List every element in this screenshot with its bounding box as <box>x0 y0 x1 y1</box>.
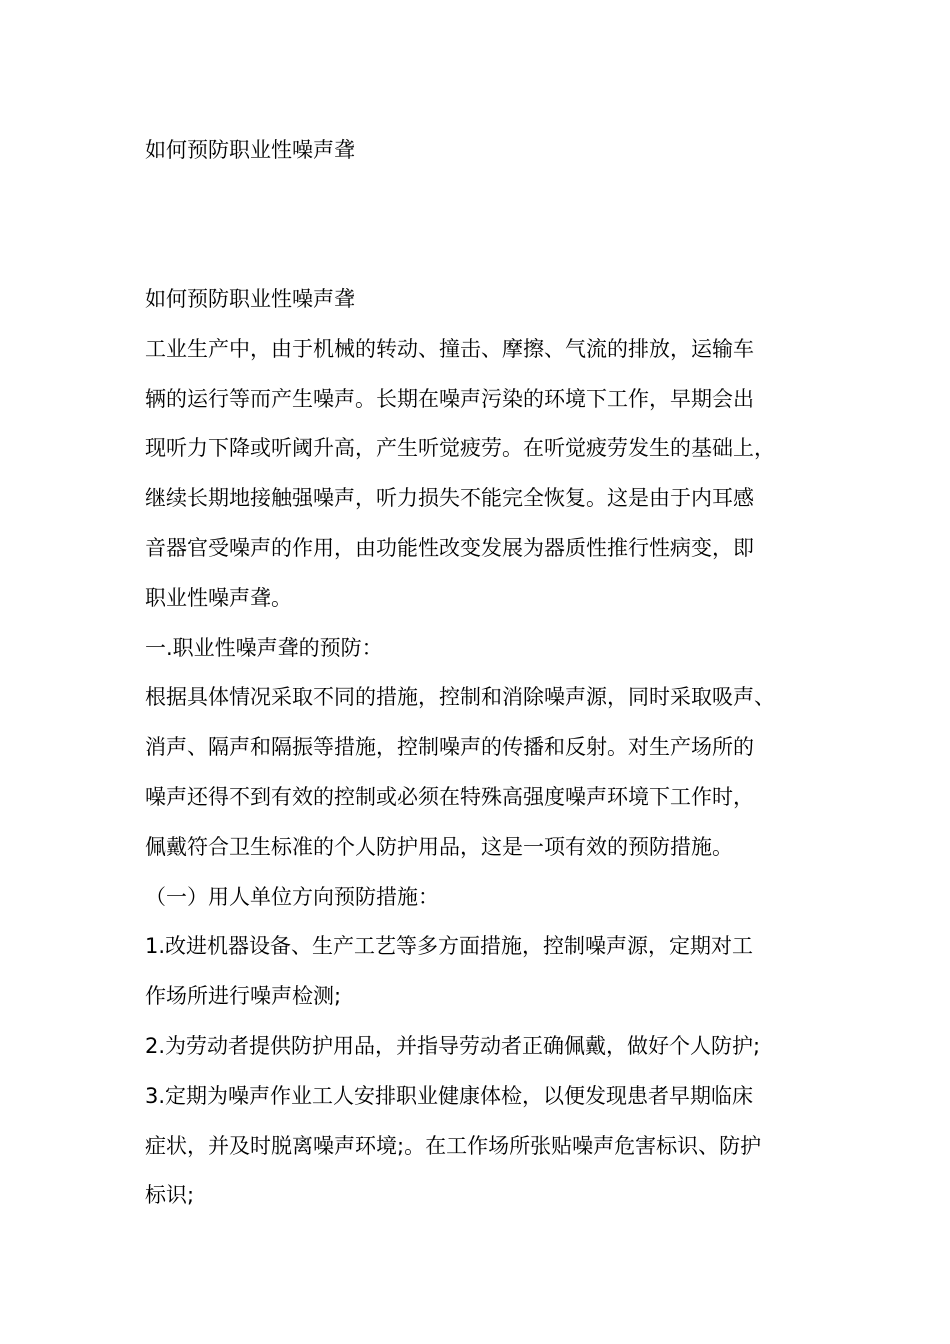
document-body <box>145 283 835 1229</box>
paragraph-line: 职业性噪声聋。 <box>145 585 292 610</box>
paragraph-line: 辆的运行等而产生噪声。长期在噪声污染的环境下工作，早期会出 <box>145 386 754 411</box>
subsection-heading: （一）用人单位方向预防措施： <box>145 884 439 909</box>
paragraph-line: 根据具体情况采取不同的措施，控制和消除噪声源，同时采取吸声、 <box>145 685 775 710</box>
list-item-line: 作场所进行噪声检测; <box>145 984 342 1009</box>
list-item-line: 2.为劳动者提供防护用品，并指导劳动者正确佩戴，做好个人防护; <box>145 1033 761 1058</box>
list-item-line: 症状，并及时脱离噪声环境;。在工作场所张贴噪声危害标识、防护 <box>145 1133 762 1158</box>
paragraph-line: 继续长期地接触强噪声，听力损失不能完全恢复。这是由于内耳感 <box>145 486 754 511</box>
list-item-line: 3.定期为噪声作业工人安排职业健康体检，以便发现患者早期临床 <box>145 1083 754 1108</box>
list-item-line: 1.改进机器设备、生产工艺等多方面措施，控制噪声源，定期对工 <box>145 934 754 959</box>
section-title: 如何预防职业性噪声聋 <box>145 287 355 311</box>
paragraph-line: 佩戴符合卫生标准的个人防护用品，这是一项有效的预防措施。 <box>145 834 733 859</box>
paragraph-line: 消声、隔声和隔振等措施，控制噪声的传播和反射。对生产场所的 <box>145 735 754 760</box>
section-heading: 一.职业性噪声聋的预防： <box>145 635 383 660</box>
list-item-line: 标识; <box>145 1183 195 1208</box>
paragraph-line: 噪声还得不到有效的控制或必须在特殊高强度噪声环境下工作时， <box>145 784 754 809</box>
paragraph-line: 音器官受噪声的作用，由功能性改变发展为器质性推行性病变，即 <box>145 535 754 560</box>
page-header-title: 如何预防职业性噪声聋 <box>145 138 355 162</box>
paragraph-line: 现听力下降或听阈升高，产生听觉疲劳。在听觉疲劳发生的基础上， <box>145 436 775 461</box>
paragraph-line: 工业生产中，由于机械的转动、撞击、摩擦、气流的排放，运输车 <box>145 336 754 361</box>
